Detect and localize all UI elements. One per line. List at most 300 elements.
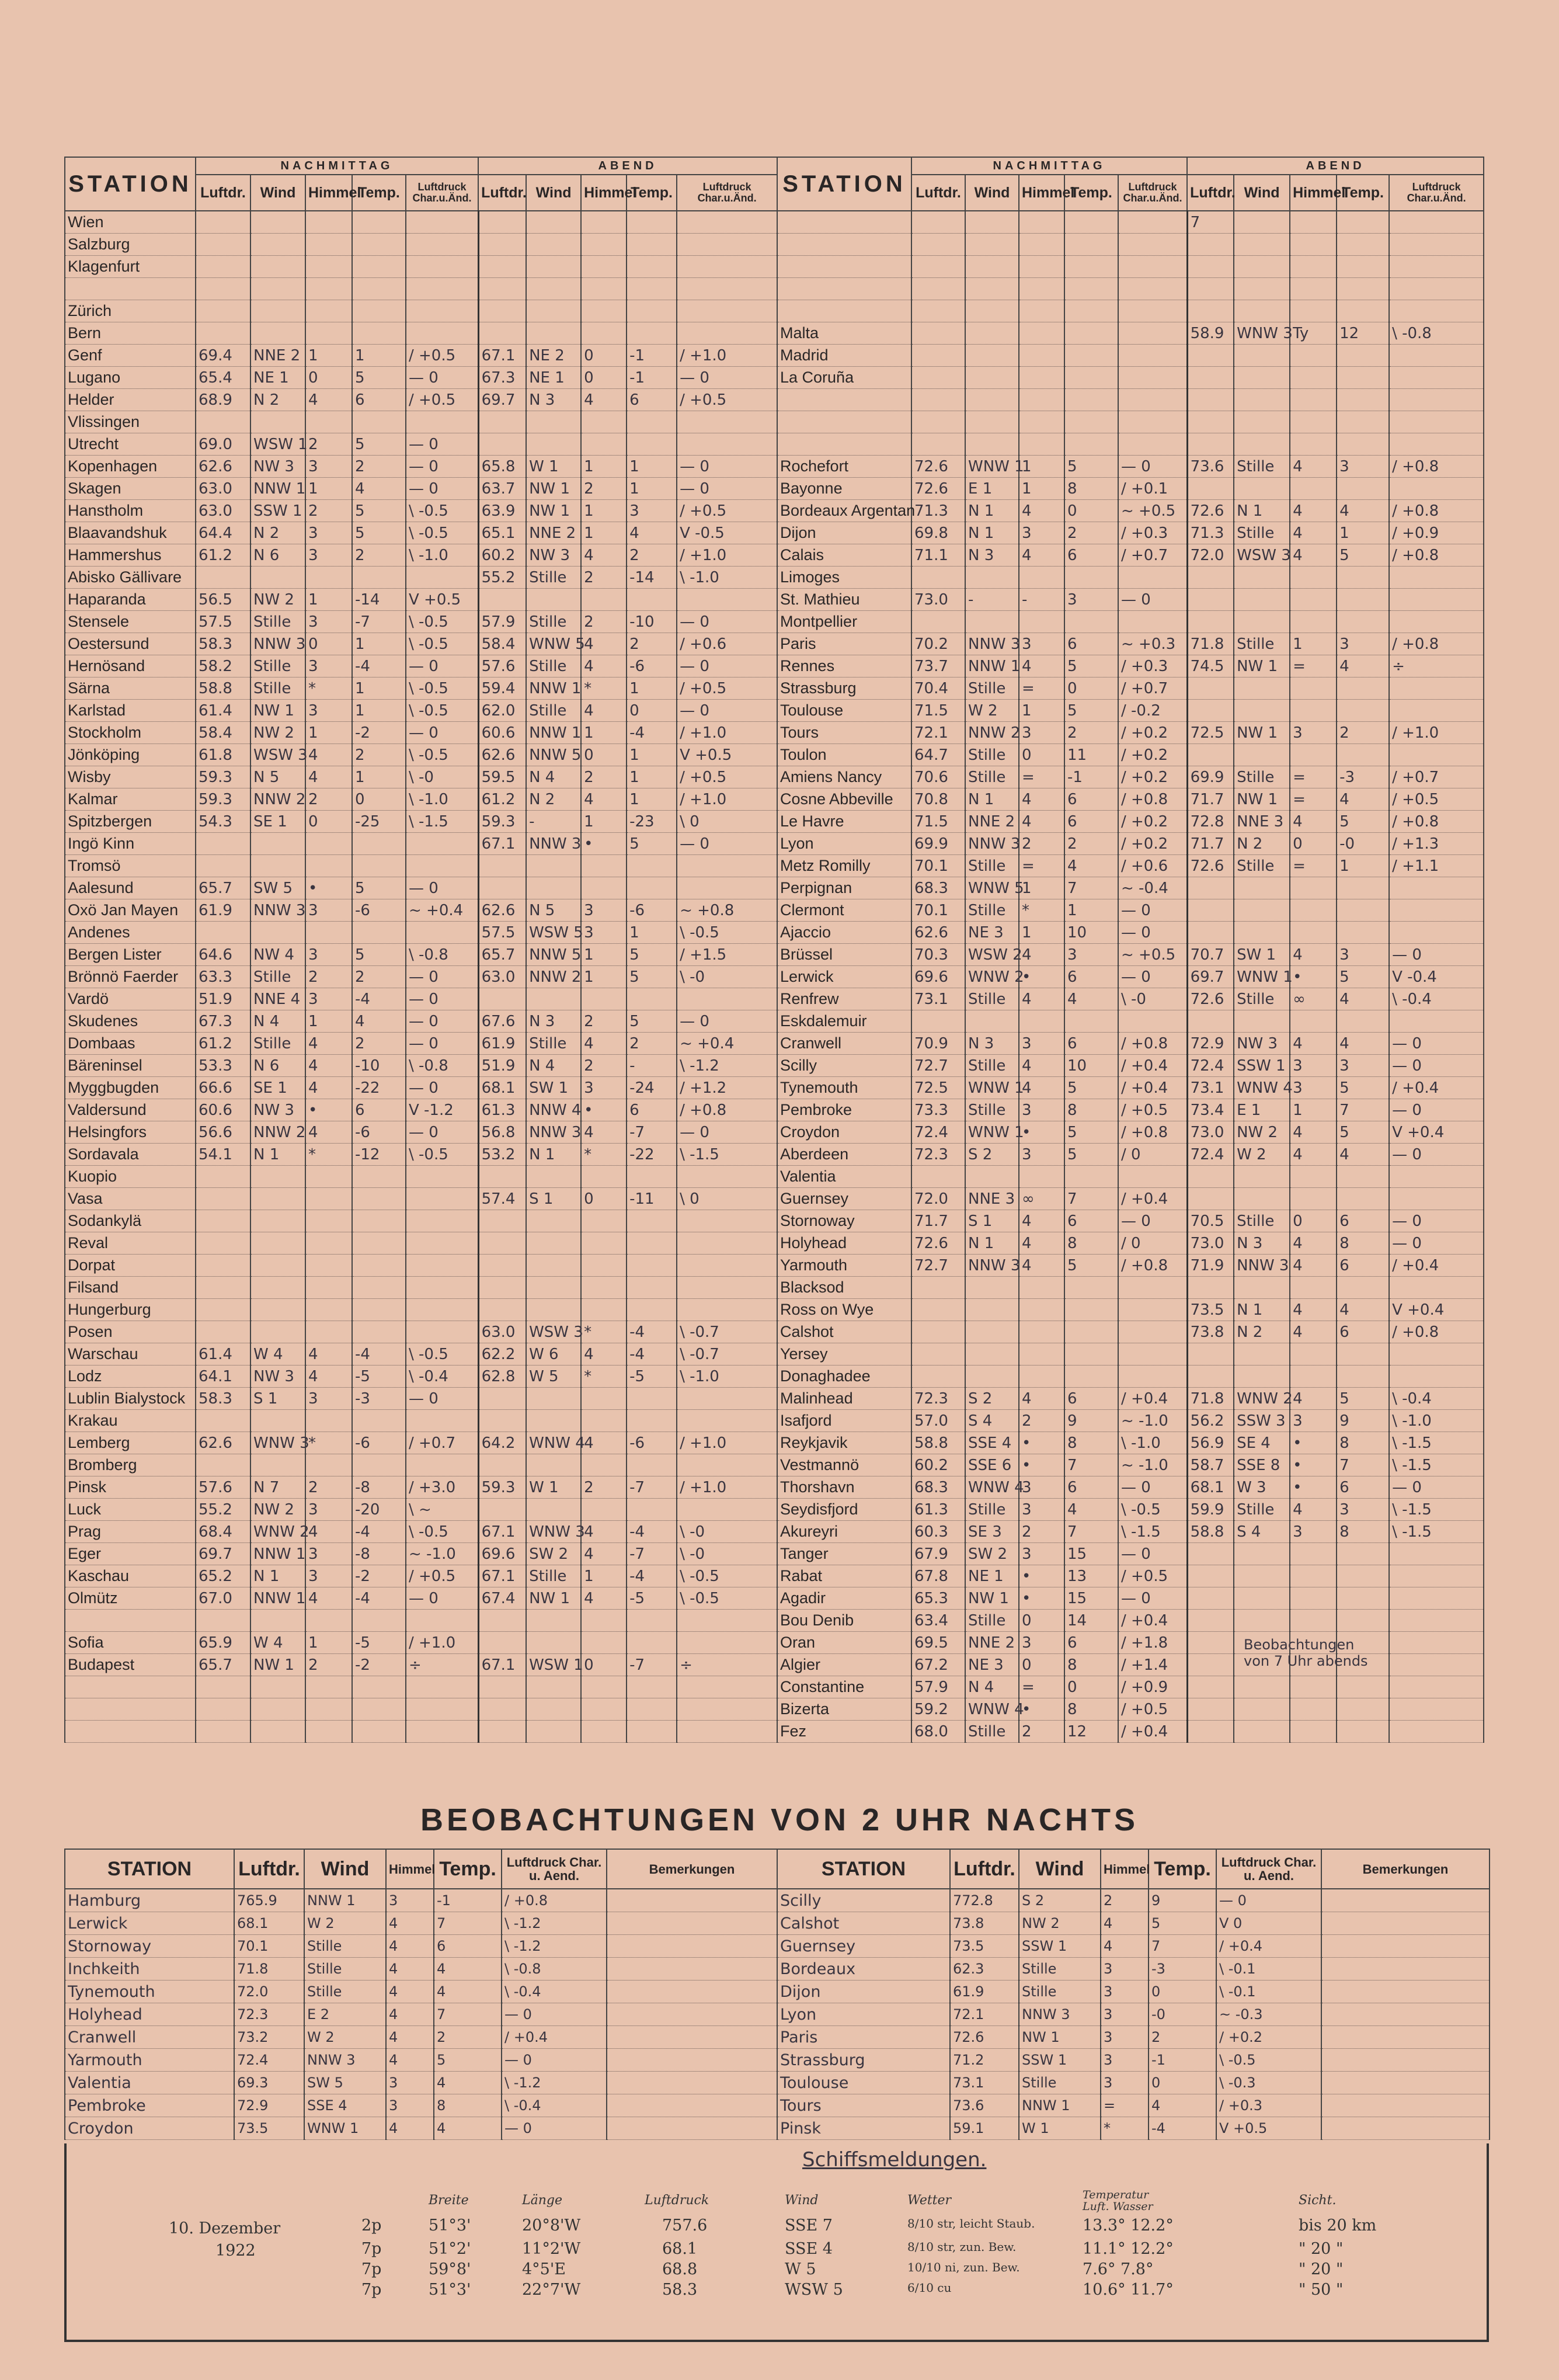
observation-cell: 65.1 bbox=[478, 522, 526, 544]
station-name: Karlstad bbox=[65, 700, 196, 722]
observation-cell: 2 bbox=[1101, 1889, 1149, 1912]
station-name: Brönnö Faerder bbox=[65, 966, 196, 988]
ship-report-cell: 8/10 str, leicht Staub. bbox=[907, 2216, 1035, 2230]
observation-cell bbox=[627, 1232, 677, 1255]
observation-cell: — 0 bbox=[1118, 922, 1187, 944]
observation-cell bbox=[677, 234, 777, 256]
observation-cell bbox=[965, 234, 1019, 256]
observation-cell bbox=[250, 1321, 305, 1343]
observation-cell: 2 bbox=[305, 500, 352, 522]
observation-cell bbox=[607, 2117, 777, 2140]
observation-cell: * bbox=[581, 1144, 627, 1166]
station-name: Clermont bbox=[777, 899, 911, 922]
station-name: Skagen bbox=[65, 478, 196, 500]
observation-cell bbox=[305, 278, 352, 300]
observation-cell bbox=[305, 1299, 352, 1321]
observation-cell: 4 bbox=[1290, 522, 1337, 544]
observation-cell: 58.7 bbox=[1187, 1454, 1234, 1476]
observation-cell bbox=[1234, 300, 1290, 322]
column-header: Wind bbox=[1019, 1849, 1101, 1889]
observation-cell bbox=[250, 411, 305, 433]
observation-cell bbox=[1118, 411, 1187, 433]
observation-cell bbox=[1064, 1299, 1118, 1321]
observation-cell bbox=[1019, 322, 1064, 345]
observation-cell bbox=[1187, 1166, 1234, 1188]
observation-cell: Stille bbox=[526, 611, 581, 633]
observation-cell bbox=[1337, 234, 1389, 256]
observation-cell: 69.0 bbox=[196, 433, 250, 456]
observation-cell: NW 1 bbox=[526, 478, 581, 500]
observation-cell: 56.8 bbox=[478, 1121, 526, 1144]
observation-cell: 61.9 bbox=[478, 1033, 526, 1055]
observation-cell: -1 bbox=[1149, 2049, 1216, 2072]
observation-cell: \ -0.5 bbox=[677, 1587, 777, 1610]
observation-cell bbox=[352, 1166, 406, 1188]
station-name: Hernösand bbox=[65, 655, 196, 677]
observation-cell bbox=[406, 1321, 478, 1343]
observation-cell: 8 bbox=[1064, 1432, 1118, 1454]
observation-cell: — 0 bbox=[502, 2003, 607, 2026]
observation-cell: 65.4 bbox=[196, 367, 250, 389]
observation-cell: 67.2 bbox=[911, 1654, 965, 1676]
observation-cell bbox=[1019, 411, 1064, 433]
station-name: Algier bbox=[777, 1654, 911, 1676]
observation-cell bbox=[965, 411, 1019, 433]
observation-cell: 60.2 bbox=[478, 544, 526, 567]
observation-cell bbox=[250, 1676, 305, 1698]
station-name: Limoges bbox=[777, 567, 911, 589]
station-name: Stockholm bbox=[65, 722, 196, 744]
observation-cell bbox=[526, 877, 581, 899]
station-name: Madrid bbox=[777, 345, 911, 367]
station-row bbox=[777, 855, 1484, 877]
observation-cell: 64.4 bbox=[196, 522, 250, 544]
observation-cell: 60.6 bbox=[196, 1099, 250, 1121]
observation-cell: N 1 bbox=[965, 522, 1019, 544]
observation-cell bbox=[911, 1166, 965, 1188]
observation-cell: 67.1 bbox=[478, 1654, 526, 1676]
observation-cell: 71.8 bbox=[234, 1958, 304, 1981]
ship-column-header: Luftdruck bbox=[645, 2193, 709, 2208]
observation-cell: ÷ bbox=[406, 1654, 478, 1676]
observation-cell: N 1 bbox=[1234, 1299, 1290, 1321]
observation-cell: • bbox=[305, 877, 352, 899]
observation-cell bbox=[526, 322, 581, 345]
station-row bbox=[777, 1543, 1484, 1565]
observation-cell: Stille bbox=[965, 988, 1019, 1010]
observation-cell: -4 bbox=[352, 988, 406, 1010]
observation-cell: 72.6 bbox=[911, 1232, 965, 1255]
station-row bbox=[65, 744, 777, 766]
observation-cell: NW 2 bbox=[1019, 1912, 1101, 1935]
observation-cell: -6 bbox=[352, 1432, 406, 1454]
observation-cell: \ -0.5 bbox=[406, 677, 478, 700]
observation-cell: 8 bbox=[1337, 1521, 1389, 1543]
observation-cell bbox=[406, 211, 478, 234]
station-row bbox=[65, 1476, 777, 1499]
observation-cell: 4 bbox=[305, 1033, 352, 1055]
observation-cell: / +0.8 bbox=[1389, 1321, 1484, 1343]
observation-cell: NNE 3 bbox=[965, 1188, 1019, 1210]
observation-cell: 4 bbox=[386, 2003, 434, 2026]
observation-cell: / +1.2 bbox=[677, 1077, 777, 1099]
observation-cell bbox=[1064, 1366, 1118, 1388]
observation-cell: 58.8 bbox=[911, 1432, 965, 1454]
observation-cell: 5 bbox=[1149, 1912, 1216, 1935]
observation-cell: 5 bbox=[1337, 811, 1389, 833]
station-row bbox=[65, 677, 777, 700]
station-name: Reykjavik bbox=[777, 1432, 911, 1454]
observation-cell bbox=[1187, 1721, 1234, 1743]
observation-cell: 4 bbox=[305, 389, 352, 411]
station-row bbox=[65, 1676, 777, 1698]
observation-cell: / +0.9 bbox=[1389, 522, 1484, 544]
observation-cell: 2 bbox=[1337, 722, 1389, 744]
observation-cell: 61.9 bbox=[196, 899, 250, 922]
ship-report-cell: 7p bbox=[361, 2240, 382, 2258]
observation-cell: 67.1 bbox=[478, 1521, 526, 1543]
observation-cell bbox=[406, 1610, 478, 1632]
observation-cell bbox=[965, 300, 1019, 322]
observation-cell: 2 bbox=[581, 567, 627, 589]
observation-cell bbox=[478, 1454, 526, 1476]
observation-cell: 56.9 bbox=[1187, 1432, 1234, 1454]
station-name: Bergen Lister bbox=[65, 944, 196, 966]
observation-cell: / +0.2 bbox=[1216, 2026, 1321, 2049]
observation-cell bbox=[1389, 1610, 1484, 1632]
station-name: Ingö Kinn bbox=[65, 833, 196, 855]
observation-cell: • bbox=[305, 1099, 352, 1121]
observation-cell: 65.7 bbox=[478, 944, 526, 966]
observation-cell: 5 bbox=[1064, 655, 1118, 677]
observation-cell: 3 bbox=[1290, 1077, 1337, 1099]
observation-cell bbox=[627, 278, 677, 300]
observation-cell bbox=[1064, 433, 1118, 456]
observation-cell: 4 bbox=[352, 1010, 406, 1033]
observation-cell bbox=[607, 1935, 777, 1958]
nachmittag-header: NACHMITTAG bbox=[196, 157, 478, 175]
observation-cell: / +3.0 bbox=[406, 1476, 478, 1499]
observation-cell bbox=[526, 1299, 581, 1321]
observation-cell: N 5 bbox=[250, 766, 305, 788]
observation-cell: N 3 bbox=[965, 1033, 1019, 1055]
station-name: Stornoway bbox=[65, 1935, 234, 1958]
observation-cell: 4 bbox=[627, 522, 677, 544]
station-name: Bayonne bbox=[777, 478, 911, 500]
observation-cell: 0 bbox=[1064, 500, 1118, 522]
observation-cell: NW 1 bbox=[1234, 722, 1290, 744]
observation-cell bbox=[1290, 1166, 1337, 1188]
observation-cell bbox=[1187, 700, 1234, 722]
observation-cell bbox=[305, 256, 352, 278]
observation-cell bbox=[1187, 567, 1234, 589]
station-name: Eger bbox=[65, 1543, 196, 1565]
observation-cell: 67.8 bbox=[911, 1565, 965, 1587]
observation-cell bbox=[677, 1388, 777, 1410]
observation-cell bbox=[352, 1299, 406, 1321]
observation-cell: 1 bbox=[627, 788, 677, 811]
observation-cell: Stille bbox=[250, 677, 305, 700]
station-name: Olmütz bbox=[65, 1587, 196, 1610]
station-row bbox=[65, 1935, 777, 1958]
observation-cell bbox=[478, 278, 526, 300]
observation-cell: / +0.9 bbox=[1118, 1676, 1187, 1698]
observation-cell bbox=[406, 567, 478, 589]
station-name: Hamburg bbox=[65, 1889, 234, 1912]
observation-cell bbox=[406, 1410, 478, 1432]
observation-cell: — 0 bbox=[1118, 899, 1187, 922]
observation-cell: / +0.8 bbox=[1389, 456, 1484, 478]
observation-cell bbox=[677, 1166, 777, 1188]
observation-cell: 72.9 bbox=[1187, 1033, 1234, 1055]
observation-cell bbox=[1019, 211, 1064, 234]
observation-cell: 9 bbox=[1064, 1410, 1118, 1432]
observation-cell bbox=[627, 1277, 677, 1299]
observation-cell: 67.3 bbox=[478, 367, 526, 389]
observation-cell: 57.5 bbox=[196, 611, 250, 633]
station-row bbox=[65, 611, 777, 633]
column-header: Wind bbox=[304, 1849, 386, 1889]
observation-cell: NNE 2 bbox=[965, 811, 1019, 833]
observation-cell: 5 bbox=[627, 966, 677, 988]
observation-cell bbox=[581, 1721, 627, 1743]
observation-cell: W 3 bbox=[1234, 1476, 1290, 1499]
station-name: Dijon bbox=[777, 1981, 950, 2003]
observation-cell: 4 bbox=[386, 1958, 434, 1981]
station-name: Malinhead bbox=[777, 1388, 911, 1410]
observation-cell bbox=[250, 922, 305, 944]
observation-cell bbox=[1389, 345, 1484, 367]
observation-cell bbox=[526, 278, 581, 300]
observation-cell: \ -0.5 bbox=[677, 922, 777, 944]
observation-cell: — 0 bbox=[406, 456, 478, 478]
observation-cell: SE 1 bbox=[250, 1077, 305, 1099]
observation-cell bbox=[1234, 234, 1290, 256]
observation-cell bbox=[478, 300, 526, 322]
observation-cell bbox=[677, 1410, 777, 1432]
column-header: Bemerkungen bbox=[607, 1849, 777, 1889]
observation-cell bbox=[1290, 367, 1337, 389]
observation-cell: 73.5 bbox=[950, 1935, 1019, 1958]
observation-cell bbox=[1187, 389, 1234, 411]
station-name: Hanstholm bbox=[65, 500, 196, 522]
observation-cell: WNW 5 bbox=[526, 633, 581, 655]
station-name: Bäreninsel bbox=[65, 1055, 196, 1077]
observation-cell: 73.5 bbox=[1187, 1299, 1234, 1321]
observation-cell bbox=[965, 611, 1019, 633]
observation-cell bbox=[1337, 1277, 1389, 1299]
observation-cell: 70.1 bbox=[234, 1935, 304, 1958]
observation-cell bbox=[1019, 1366, 1064, 1388]
observation-cell: ~ -0.4 bbox=[1118, 877, 1187, 899]
observation-cell bbox=[1234, 1587, 1290, 1610]
observation-cell: — 0 bbox=[1389, 1033, 1484, 1055]
observation-cell: 4 bbox=[1019, 988, 1064, 1010]
station-row bbox=[65, 811, 777, 833]
station-name: Tanger bbox=[777, 1543, 911, 1565]
observation-cell bbox=[1337, 589, 1389, 611]
ship-report-cell: " 20 " bbox=[1299, 2260, 1344, 2278]
station-row bbox=[65, 1366, 777, 1388]
observation-cell bbox=[305, 1698, 352, 1721]
station-name: Isafjord bbox=[777, 1410, 911, 1432]
station-name: Strassburg bbox=[777, 677, 911, 700]
observation-cell bbox=[1118, 1366, 1187, 1388]
observation-cell bbox=[526, 211, 581, 234]
observation-cell: / +0.4 bbox=[1118, 1721, 1187, 1743]
observation-cell: 4 bbox=[1290, 1144, 1337, 1166]
station-name: Holyhead bbox=[777, 1232, 911, 1255]
station-row bbox=[65, 2117, 777, 2140]
observation-cell: \ -0.5 bbox=[406, 522, 478, 544]
column-header: Luftdr. bbox=[478, 175, 526, 211]
observation-cell: 5 bbox=[1337, 966, 1389, 988]
observation-cell bbox=[1187, 300, 1234, 322]
observation-cell: NE 2 bbox=[526, 345, 581, 367]
station-name: Rennes bbox=[777, 655, 911, 677]
observation-cell: 3 bbox=[1064, 589, 1118, 611]
observation-cell bbox=[581, 1299, 627, 1321]
observation-cell bbox=[250, 1232, 305, 1255]
observation-cell: 1 bbox=[1064, 899, 1118, 922]
observation-cell bbox=[627, 1210, 677, 1232]
observation-cell bbox=[1234, 589, 1290, 611]
observation-cell: / +0.5 bbox=[406, 1565, 478, 1587]
observation-cell bbox=[1290, 1610, 1337, 1632]
observation-cell bbox=[406, 1721, 478, 1743]
station-row bbox=[65, 1388, 777, 1410]
observation-cell bbox=[1064, 367, 1118, 389]
observation-cell bbox=[406, 278, 478, 300]
observation-cell bbox=[677, 278, 777, 300]
observation-cell bbox=[406, 833, 478, 855]
observation-cell bbox=[1290, 1587, 1337, 1610]
observation-cell: 65.9 bbox=[196, 1632, 250, 1654]
observation-cell bbox=[1337, 433, 1389, 456]
observation-cell bbox=[1337, 611, 1389, 633]
observation-cell: \ -1.5 bbox=[1389, 1521, 1484, 1543]
column-header: Himmel bbox=[386, 1849, 434, 1889]
observation-cell: / +0.8 bbox=[502, 1889, 607, 1912]
observation-cell: 1 bbox=[305, 478, 352, 500]
station-name: Tynemouth bbox=[65, 1981, 234, 2003]
observation-cell: 7 bbox=[1337, 1099, 1389, 1121]
observation-cell bbox=[478, 433, 526, 456]
observation-cell bbox=[1337, 1543, 1389, 1565]
observation-cell: \ -0.7 bbox=[677, 1321, 777, 1343]
observation-cell bbox=[526, 988, 581, 1010]
observation-cell bbox=[1389, 589, 1484, 611]
observation-cell bbox=[196, 922, 250, 944]
observation-cell: 0 bbox=[1019, 1654, 1064, 1676]
observation-cell: 0 bbox=[1019, 1610, 1064, 1632]
observation-cell bbox=[581, 411, 627, 433]
observation-cell: 73.1 bbox=[950, 2072, 1019, 2094]
station-row bbox=[65, 1698, 777, 1721]
observation-cell: S 2 bbox=[1019, 1889, 1101, 1912]
observation-cell: 67.9 bbox=[911, 1543, 965, 1565]
observation-cell bbox=[1187, 677, 1234, 700]
station-row bbox=[65, 1454, 777, 1476]
observation-cell: / +0.2 bbox=[1118, 722, 1187, 744]
observation-cell: 4 bbox=[1337, 1033, 1389, 1055]
observation-cell bbox=[1389, 899, 1484, 922]
observation-cell bbox=[1337, 478, 1389, 500]
observation-cell bbox=[1389, 256, 1484, 278]
station-name: Cranwell bbox=[777, 1033, 911, 1055]
observation-cell: 68.3 bbox=[911, 877, 965, 899]
observation-cell bbox=[406, 1676, 478, 1698]
observation-cell bbox=[965, 256, 1019, 278]
station-name: Le Havre bbox=[777, 811, 911, 833]
observation-cell: 8 bbox=[1064, 1099, 1118, 1121]
observation-cell: 4 bbox=[1101, 1912, 1149, 1935]
station-row bbox=[777, 677, 1484, 700]
observation-cell: 1 bbox=[1337, 855, 1389, 877]
observation-cell bbox=[526, 1388, 581, 1410]
observation-cell: 2 bbox=[1019, 1521, 1064, 1543]
station-name: Tromsö bbox=[65, 855, 196, 877]
observation-cell: 59.3 bbox=[478, 811, 526, 833]
observation-cell bbox=[627, 1388, 677, 1410]
observation-cell: Stille bbox=[526, 1565, 581, 1587]
observation-cell: \ -0.5 bbox=[406, 633, 478, 655]
observation-cell bbox=[1064, 345, 1118, 367]
observation-cell bbox=[1337, 1721, 1389, 1743]
observation-cell bbox=[965, 1366, 1019, 1388]
station-name: Hungerburg bbox=[65, 1299, 196, 1321]
observation-cell: 6 bbox=[434, 1935, 502, 1958]
observation-cell: / +0.8 bbox=[1389, 544, 1484, 567]
observation-cell: 64.1 bbox=[196, 1366, 250, 1388]
observation-cell: 62.6 bbox=[478, 899, 526, 922]
station-name: Lugano bbox=[65, 367, 196, 389]
observation-cell bbox=[677, 1632, 777, 1654]
observation-cell: N 4 bbox=[250, 1010, 305, 1033]
observation-cell bbox=[1064, 300, 1118, 322]
observation-cell bbox=[478, 1676, 526, 1698]
station-name: Fez bbox=[777, 1721, 911, 1743]
observation-cell: \ -1.0 bbox=[677, 567, 777, 589]
observation-cell: 72.9 bbox=[234, 2094, 304, 2117]
observation-cell: 4 bbox=[305, 1077, 352, 1099]
observation-cell: 62.3 bbox=[950, 1958, 1019, 1981]
observation-cell: • bbox=[1019, 1698, 1064, 1721]
observation-cell: 5 bbox=[434, 2049, 502, 2072]
column-header: Himmel bbox=[1290, 175, 1337, 211]
observation-cell bbox=[1337, 211, 1389, 234]
observation-cell: 3 bbox=[1101, 2049, 1149, 2072]
station-row bbox=[65, 1889, 777, 1912]
observation-cell bbox=[1234, 567, 1290, 589]
observation-cell: NW 2 bbox=[250, 722, 305, 744]
observation-cell: 54.3 bbox=[196, 811, 250, 833]
afternoon-evening-table-right bbox=[777, 157, 1484, 1743]
observation-cell: \ -0.4 bbox=[406, 1366, 478, 1388]
station-name: Donaghadee bbox=[777, 1366, 911, 1388]
station-row bbox=[65, 1981, 777, 2003]
station-row bbox=[65, 300, 777, 322]
station-row bbox=[65, 766, 777, 788]
observation-cell: — 0 bbox=[1389, 1476, 1484, 1499]
column-header: Luftdruck Char.u.Änd. bbox=[1389, 175, 1484, 211]
station-row bbox=[777, 1721, 1484, 1743]
observation-cell: -5 bbox=[352, 1366, 406, 1388]
observation-cell: 68.1 bbox=[234, 1912, 304, 1935]
station-row bbox=[777, 744, 1484, 766]
station-row bbox=[65, 855, 777, 877]
observation-cell: -10 bbox=[627, 611, 677, 633]
